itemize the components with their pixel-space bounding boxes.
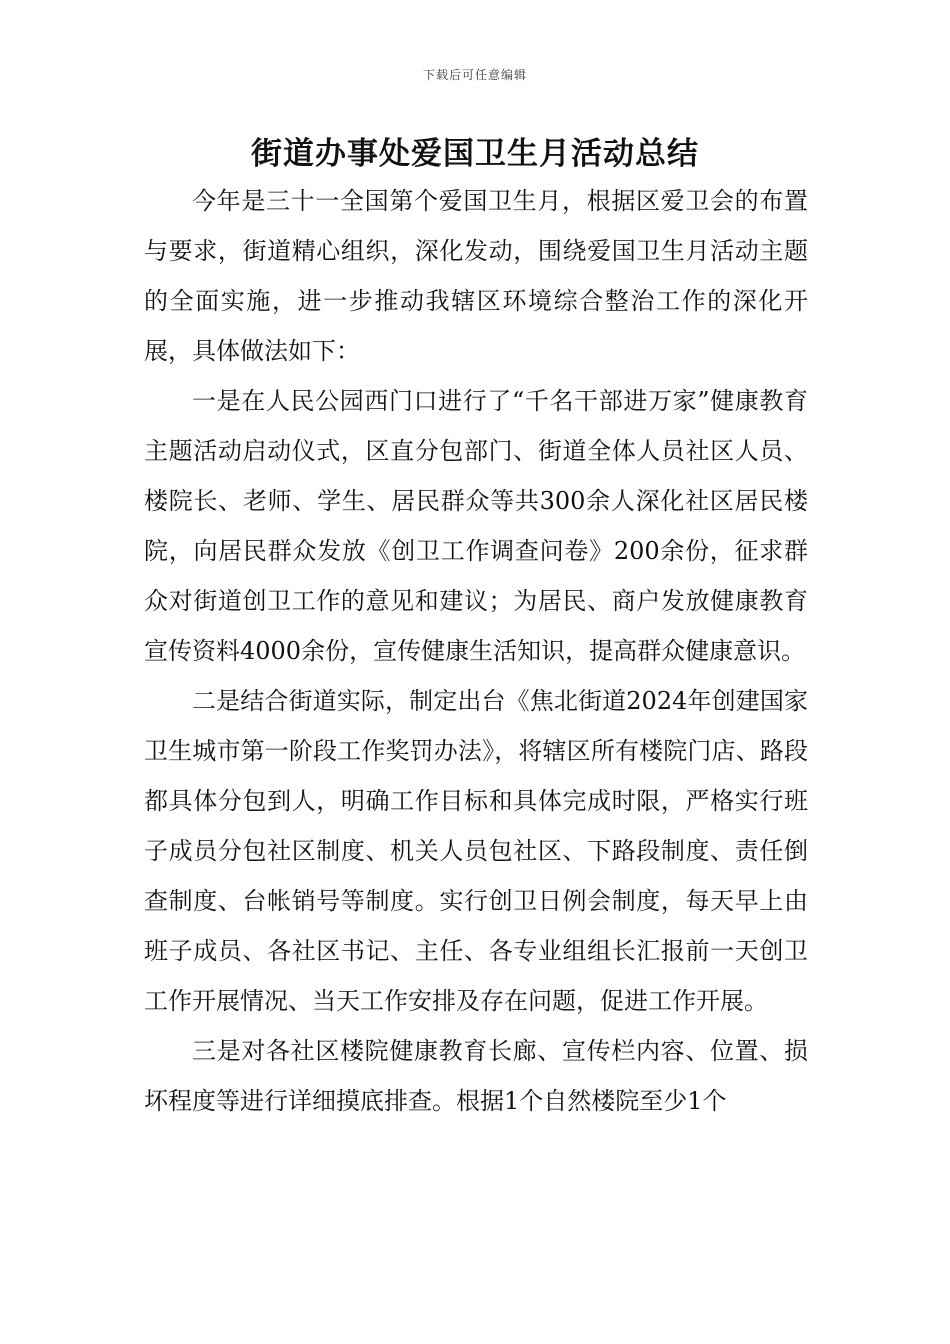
paragraph-item-3: 三是对各社区楼院健康教育长廊、宣传栏内容、位置、损坏程度等进行详细摸底排查。根据1个自然楼院至少1个 bbox=[144, 1037, 808, 1115]
paragraph-item-2: 二是结合街道实际，制定出台《焦北街道2024年创建国家卫生城市第一阶段工作奖罚办法》，将辖区所有楼院门店、路段都具体分包到人，明确工作目标和具体完成时限，严格实行班子成员分包社区制度、机关人员包社区、下路段制度、责任倒查制度、台帐销号等制度。实行创卫日例会制度，每天早上由班子成员、各社区书记、主任、各专业组组长汇报前一天创卫工作开展情况、当天工作安排及存在问题，促进工作开展。 bbox=[144, 687, 808, 1015]
header-note: 下载后可任意编辑 bbox=[422, 68, 527, 82]
paragraph-item-1: 一是在人民公园西门口进行了“千名干部进万家”健康教育主题活动启动仪式，区直分包部门、街道全体人员社区人员、楼院长、老师、学生、居民群众等共300余人深化社区居民楼院，向居民群众发放《创卫工作调查问卷》200余份，征求群众对街道创卫工作的意见和建议；为居民、商户发放健康教育宣传资料4000余份，宣传健康生活知识，提高群众健康意识。 bbox=[144, 387, 808, 665]
document-title: 街道办事处爱国卫生月活动总结 bbox=[251, 136, 699, 172]
paragraph-intro: 今年是三十一全国第个爱国卫生月，根据区爱卫会的布置与要求，街道精心组织，深化发动，围绕爱国卫生月活动主题的全面实施，进一步推动我辖区环境综合整治工作的深化开展，具体做法如下： bbox=[144, 187, 808, 365]
document-body bbox=[144, 176, 808, 1126]
